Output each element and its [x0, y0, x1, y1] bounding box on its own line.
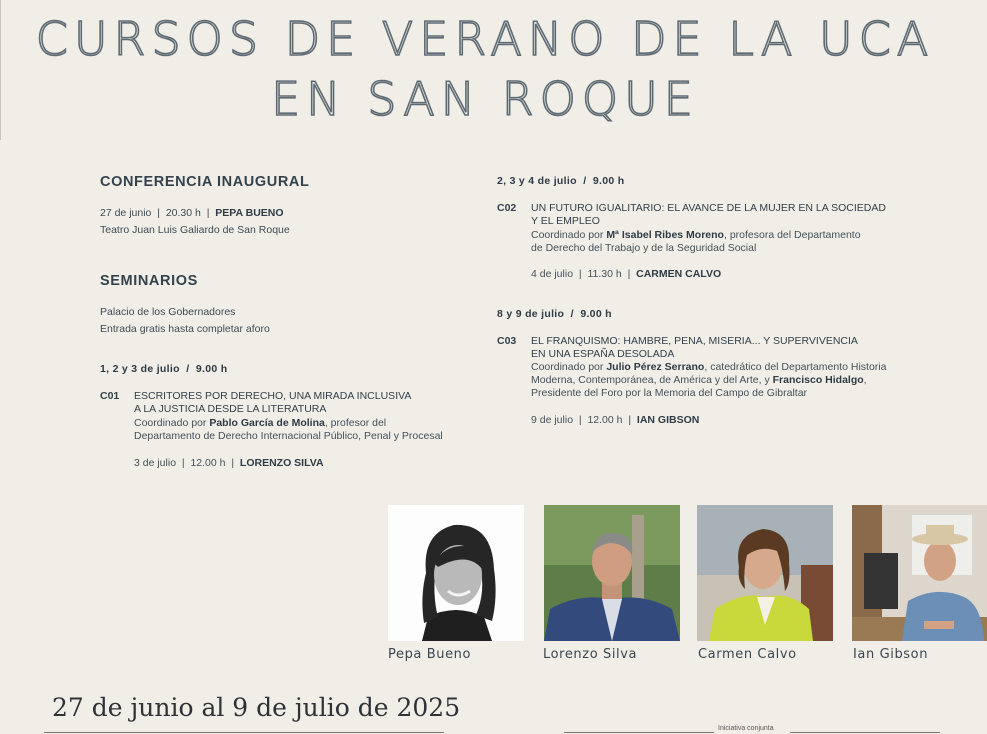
speaker-caption: Ian Gibson — [853, 647, 929, 662]
seminars-heading: SEMINARIOS — [100, 273, 198, 289]
course-c01-session: 3 de julio | 12.00 h | LORENZO SILVA — [134, 457, 324, 469]
speaker-caption: Pepa Bueno — [388, 647, 472, 662]
conference-date: 27 de junio — [100, 207, 152, 219]
conference-heading: CONFERENCIA INAUGURAL — [100, 174, 310, 190]
conference-venue: Teatro Juan Luis Galiardo de San Roque — [100, 224, 290, 236]
course-c01-title: ESCRITORES POR DERECHO, UNA MIRADA INCLUSIVA A LA JUSTICIA DESDE LA LITERATURA — [134, 390, 412, 415]
course-c01-coordinator: Coordinado por Pablo García de Molina, profesor del Departamento de Derecho Internacional Público, Penal y Procesal — [134, 417, 443, 442]
footer-rule — [44, 732, 444, 733]
seminars-entry: Entrada gratis hasta completar aforo — [100, 323, 270, 335]
course-c03-session: 9 de julio | 12.00 h | IAN GIBSON — [531, 414, 700, 426]
speaker-photo-pepa-bueno — [388, 505, 524, 641]
footer-note: Iniciativa conjunta — [718, 725, 774, 732]
page-title-line2: EN SAN ROQUE — [271, 72, 699, 126]
speaker-photo-lorenzo-silva — [544, 505, 680, 641]
speaker-caption: Lorenzo Silva — [543, 647, 638, 662]
page-title-line1: CURSOS DE VERANO DE LA UCA — [35, 12, 935, 66]
seminars-venue: Palacio de los Gobernadores — [100, 306, 236, 318]
conference-schedule — [100, 205, 284, 221]
footer-rule — [564, 732, 714, 733]
course-c02-dates: 2, 3 y 4 de julio / 9.00 h — [497, 175, 625, 187]
footer-rule — [790, 732, 940, 733]
course-c02-code: C02 — [497, 202, 517, 214]
course-c03-coordinator: Coordinado por Julio Pérez Serrano, catedrático del Departamento Historia Moderna, Contemporánea, de América y del Arte, y Francisco Hidalgo, Presidente del Foro por la Memoria del Campo de Gibraltar — [531, 361, 887, 399]
course-c02-coordinator: Coordinado por Mª Isabel Ribes Moreno, profesora del Departamento de Derecho del Trabajo y de la Seguridad Social — [531, 229, 861, 254]
separator: | — [157, 207, 160, 219]
course-c01-dates: 1, 2 y 3 de julio / 9.00 h — [100, 363, 228, 375]
course-c03-dates: 8 y 9 de julio / 9.00 h — [497, 308, 612, 320]
speaker-photo-carmen-calvo — [697, 505, 833, 641]
speaker-photo-ian-gibson — [852, 505, 987, 641]
course-c01-code: C01 — [100, 390, 120, 402]
course-c02-title: UN FUTURO IGUALITARIO: EL AVANCE DE LA MUJER EN LA SOCIEDAD Y EL EMPLEO — [531, 202, 886, 227]
course-c03-code: C03 — [497, 335, 517, 347]
course-c02-session: 4 de julio | 11.30 h | CARMEN CALVO — [531, 268, 722, 280]
conference-time: 20.30 h — [165, 207, 201, 219]
separator: | — [206, 207, 210, 219]
course-c03-title: EL FRANQUISMO: HAMBRE, PENA, MISERIA... Y SUPERVIVENCIA EN UNA ESPAÑA DESOLADA — [531, 335, 858, 360]
speaker-caption: Carmen Calvo — [698, 647, 797, 662]
conference-speaker: PEPA BUENO — [215, 207, 284, 219]
event-dates: 27 de junio al 9 de julio de 2025 — [52, 693, 461, 722]
